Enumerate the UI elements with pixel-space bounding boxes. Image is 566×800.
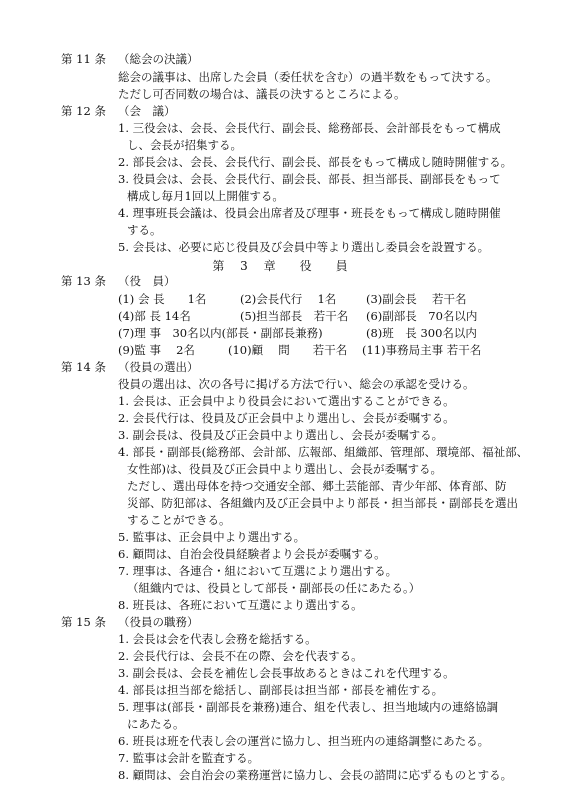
article-13-title: （役 員） [118, 274, 176, 288]
article-14-line: 4. 部長・副部長(総務部、会計部、広報部、組織部、管理部、環境部、福祉部、 [118, 445, 529, 459]
officer-cell: (10)顧 問 若干名 [228, 343, 348, 357]
article-15-line: 3. 副会長は、会長を補佐し会長事故あるときはこれを代理する。 [118, 666, 455, 680]
article-12-line: 4. 理事班長会議は、役員会出席者及び理事・班長をもって構成し随時開催 [118, 206, 501, 220]
officer-cell: (7)理 事 30名以内(部長・副部長兼務) [118, 326, 323, 340]
article-15-line: 4. 部長は担当部を総括し、副部長は担当部・部長を補佐する。 [118, 683, 444, 697]
article-12-line: し、会長が招集する。 [127, 138, 242, 152]
article-14-line: （組織内では、役員として部長・副部長の任にあたる。） [127, 581, 421, 595]
officer-cell: (2)会長代行 1名 [240, 292, 337, 306]
article-15-number: 第 15 条 [61, 615, 106, 629]
officer-cell: (1) 会 長 1名 [118, 292, 207, 306]
officer-cell: (4)部 長 14名 [118, 309, 191, 323]
officer-cell: (11)事務局主事 若干名 [362, 343, 482, 357]
article-13-number: 第 13 条 [61, 274, 106, 288]
article-14-line: 3. 副会長は、役員及び正会員中より選出し、会長が委嘱する。 [118, 428, 444, 442]
article-14-title: （役員の選出） [118, 360, 199, 374]
officer-cell: (9)監 事 2名 [118, 343, 195, 357]
article-15-line: にあたる。 [127, 717, 185, 731]
article-15-line: 6. 班長は班を代表し会の運営に協力し、担当班内の連絡調整にあたる。 [118, 734, 490, 748]
article-12-title: （会 議） [118, 104, 176, 118]
article-12-line: 5. 会長は、必要に応じ役員及び会員中等より選出し委員会を設置する。 [118, 240, 490, 254]
article-11-number: 第 11 条 [61, 52, 106, 66]
article-14-line: 1. 会長は、正会員中より役員会において選出することができる。 [118, 394, 455, 408]
article-12-line: 3. 役員会は、会長、会長代行、副会長、部長、担当部長、副部長をもって [118, 172, 501, 186]
article-12-line: 構成し毎月1回以上開催する。 [127, 189, 284, 203]
article-14-line: ただし、選出母体を持つ交通安全部、郷土芸能部、青少年部、体育部、防 [127, 479, 507, 493]
article-12-number: 第 12 条 [61, 104, 106, 118]
chapter-heading: 第 3 章 役 員 [212, 259, 354, 273]
article-11-line: 総会の議事は、出席した会員（委任状を含む）の過半数をもって決する。 [118, 70, 498, 84]
article-14-line: 役員の選出は、次の各号に掲げる方法で行い、総会の承認を受ける。 [118, 377, 475, 391]
article-15-line: 5. 理事は(部長・副部長を兼務)連合、組を代表し、担当地域内の連絡協調 [118, 700, 499, 714]
officer-cell: (6)副部長 70名以内 [366, 309, 478, 323]
article-12-line: 2. 部長会は、会長、会長代行、副会長、部長をもって構成し随時開催する。 [118, 155, 513, 169]
article-14-line: 7. 理事は、各連合・組において互選により選出する。 [118, 564, 398, 578]
article-11-line: ただし可否同数の場合は、議長の決するところによる。 [118, 87, 406, 101]
article-14-line: 5. 監事は、正会員中より選出する。 [118, 530, 306, 544]
article-15-line: 8. 顧問は、会自治会の業務運営に協力し、会長の諮問に応ずるものとする。 [118, 768, 513, 782]
article-14-line: 8. 班長は、各班において互選により選出する。 [118, 598, 363, 612]
officer-cell: (3)副会長 若干名 [366, 292, 467, 306]
article-12-line: する。 [127, 223, 162, 237]
article-14-line: 災部、防犯部は、各組織内及び正会員中より部長・担当部長・副部長を選出 [127, 496, 518, 510]
article-15-line: 2. 会長代行は、会長不在の際、会を代表する。 [118, 649, 363, 663]
article-14-line: 6. 顧問は、自治会役員経験者より会長が委嘱する。 [118, 547, 386, 561]
article-14-line: することができる。 [127, 513, 231, 527]
article-15-title: （役員の職務） [118, 615, 199, 629]
article-12-line: 1. 三役会は、会長、会長代行、副会長、総務部長、会計部長をもって構成 [118, 121, 501, 135]
officer-cell: (5)担当部長 若干名 [240, 309, 349, 323]
article-14-line: 2. 会長代行は、役員及び正会員中より選出し、会長が委嘱する。 [118, 411, 455, 425]
article-14-line: 女性部)は、役員及び正会員中より選出し、会長が委嘱する。 [127, 462, 442, 476]
article-15-line: 1. 会長は会を代表し会務を総括する。 [118, 632, 317, 646]
officer-cell: (8)班 長 300名以内 [366, 326, 477, 340]
article-15-line: 7. 監事は会計を監査する。 [118, 751, 260, 765]
article-11-title: （総会の決議） [118, 52, 199, 66]
article-14-number: 第 14 条 [61, 360, 106, 374]
